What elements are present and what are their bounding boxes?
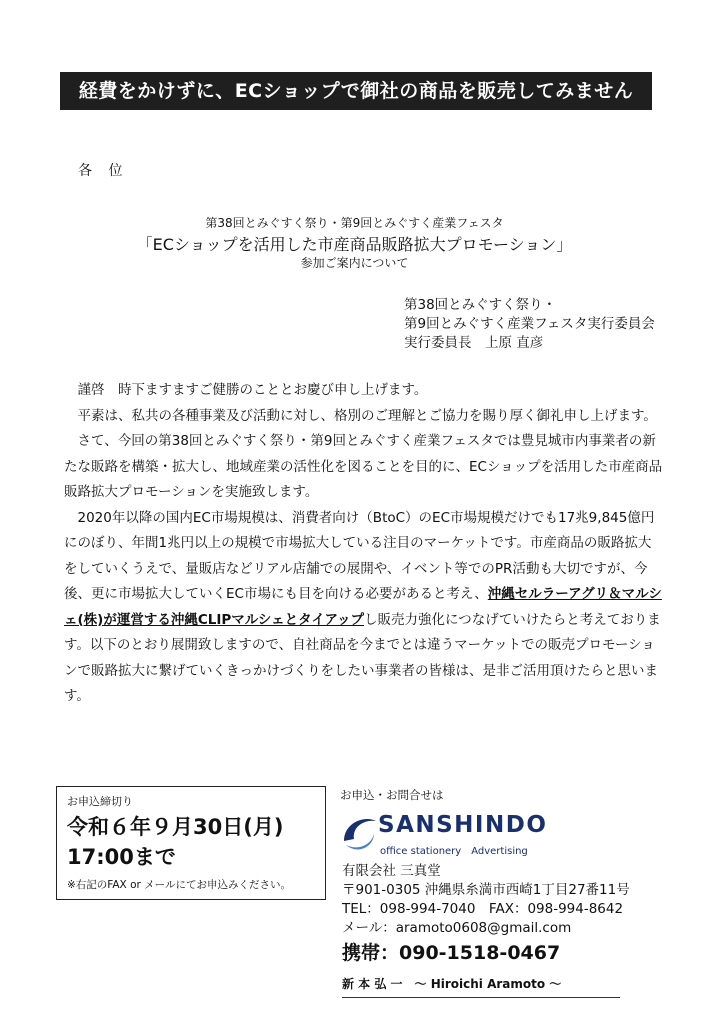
- event-title-main: 「ECショップを活用した市産商品販路拡大プロモーション」: [136, 235, 573, 254]
- organizer-line1: 第38回とみぐすく祭り・: [404, 297, 557, 313]
- mobile-number: 携帯：090-1518-0467: [342, 942, 561, 964]
- letter-body: [64, 378, 664, 710]
- organizer-line2: 第9回とみぐすく産業フェスタ実行委員会: [404, 316, 655, 332]
- deadline-date: 令和６年９月30日(月): [67, 815, 284, 839]
- company-info: [342, 862, 630, 938]
- deadline-label: お申込締切り: [67, 795, 133, 808]
- deadline-note: ※右記のFAX or メールにてお申込みください。: [67, 879, 291, 891]
- company-tel-fax: TEL：098-994-7040 FAX：098-994-8642: [342, 901, 624, 917]
- company-name: 有限会社 三真堂: [342, 863, 441, 879]
- company-email: メール：aramoto0608@gmail.com: [342, 920, 572, 936]
- market-text-b: し販売力強化につなげていけたらと考えております。以下のとおり展開致しますので、自社商品を今までとは違うマーケットでの販売プロモーションで販路拡大に繋げていくきっかけづくりをしたい事業者の皆様は、是非ご活用頂けたらと思います。: [64, 611, 661, 704]
- event-title-line1: 第38回とみぐすく祭り・第9回とみぐすく産業フェスタ: [205, 216, 504, 230]
- thanks-paragraph: 平素は、私共の各種事業及び活動に対し、格別のご理解とご協力を賜り厚く御礼申し上げます。: [77, 407, 657, 424]
- tieup-highlight: 沖縄セルラーアグリ＆マルシェ(株)が運営する沖縄CLIPマルシェとタイアップ: [64, 586, 662, 628]
- organizer-block: [404, 296, 655, 353]
- market-paragraph: [64, 506, 664, 710]
- deadline-box: [56, 786, 326, 900]
- logo-wordmark: SANSHINDO: [378, 812, 548, 838]
- contact-label: お申込・お問合せは: [340, 788, 444, 802]
- purpose-paragraph: さて、今回の第38回とみぐすく祭り・第9回とみぐすく産業フェスタでは豊見城市内事業者の新たな販路を構築・拡大し、地域産業の活性化を図ることを目的に、ECショップを活用した市産商品販路拡大プロモーションを実施致します。: [64, 433, 663, 500]
- market-text-a: 2020年以降の国内EC市場規模は、消費者向け（BtoC）のEC市場規模だけでも17兆9,845億円にのぼり、年間1兆円以上の規模で市場拡大している注目のマーケットです。市産商品の販路拡大をしていくうえで、量販店などリアル店舗での展開や、イベント等でのPR活動も大切ですが、今後、更に市場拡大していくEC市場にも目を向ける必要があると考え、: [64, 509, 655, 602]
- addressee: 各 位: [78, 163, 129, 179]
- contact-person: 新 本 弘 一 ～ Hiroichi Aramoto ～: [342, 975, 620, 998]
- event-title-line3: 参加ご案内について: [300, 256, 409, 270]
- greeting-paragraph: 謹啓 時下ますますご健勝のこととお慶び申し上げます。: [77, 382, 428, 398]
- deadline-time: 17:00まで: [67, 845, 176, 869]
- logo-tagline: office stationery Advertising: [380, 846, 528, 857]
- organizer-line3: 実行委員長 上原 直彦: [404, 335, 544, 351]
- company-address: 〒901-0305 沖縄県糸満市西崎1丁目27番11号: [342, 882, 630, 898]
- headline-banner: 経費をかけずに、ECショップで御社の商品を販売してみませんか??: [60, 72, 652, 110]
